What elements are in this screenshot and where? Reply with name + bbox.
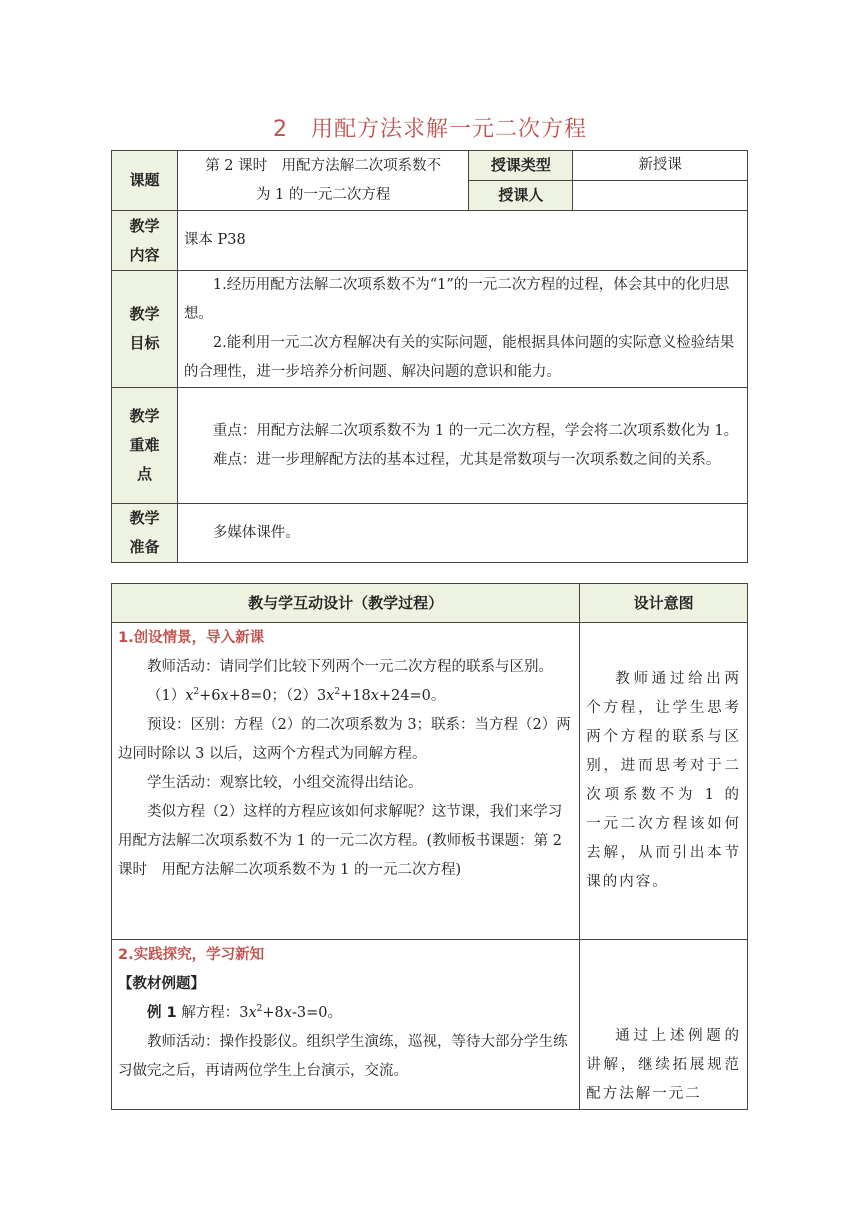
section-1-title: 1.创设情景，导入新课 [118, 630, 265, 646]
section-2-intent [580, 940, 748, 1110]
teaching-process-table [111, 583, 748, 1110]
goal-label-line-1: 教学 [129, 305, 160, 323]
section-1-intent-text: 教师通过给出两个方程，让学生思考两个方程的联系与区别，进而思考对于二次项系数不为 1 的一元二次方程该如何去解，从而引出本节课的内容。 [586, 671, 741, 890]
keti-line-1: 第 2 课时 用配方法解二次项系数不 [205, 157, 442, 174]
key-label-line-3: 点 [136, 465, 152, 483]
key-label-line-1: 教学 [129, 407, 160, 425]
section-1-paragraph-4: 类似方程（2）这样的方程应该如何求解呢？这节课，我们来学习用配方法解二次项系数不为 1 的一元二次方程。(教师板书课题：第 2 课时 用配方法解二次项系数不为 1 的一元二次方程) [118, 804, 563, 878]
section-1-equations: $(1)x^2+6x+8=0$；$(2)3x^2+18x+24=0$。 [147, 687, 446, 704]
key-point-2: 难点：进一步理解配方法的基本过程，尤其是常数项与一次项系数之间的关系。 [212, 451, 721, 468]
section-2-title: 2.实践探究，学习新知 [118, 947, 265, 963]
intent-header: 设计意图 [580, 584, 748, 623]
key-points-label [112, 388, 178, 504]
prep-value [177, 504, 747, 563]
section-2-paragraph-1: 教师活动：操作投影仪。组织学生演练，巡视，等待大部分学生练习做完之后，再请两位学生上台演示，交流。 [118, 1034, 568, 1079]
goal-2: 2.能利用一元二次方程解决有关的实际问题，能根据具体问题的实际意义检验结果的合理性，进一步培养分析问题、解决问题的意识和能力。 [183, 335, 735, 380]
section-1-paragraph-3: 学生活动：观察比较，小组交流得出结论。 [147, 775, 423, 791]
prep-label [112, 504, 178, 563]
section-2-intent-text: 通过上述例题的讲解，继续拓展规范配方法解一元二 [586, 1028, 741, 1102]
prep-text: 多媒体课件。 [212, 524, 300, 541]
lesson-type-value: 新授课 [573, 151, 748, 181]
section-1-intent [580, 623, 748, 940]
lesson-type-label: 授课类型 [469, 151, 573, 181]
key-points-value [177, 388, 747, 504]
goal-value [177, 271, 747, 388]
example-1: 例 1 解方程：$3x^2+8x-3=0$。 [147, 1004, 342, 1021]
content-label-line-2: 内容 [129, 245, 160, 264]
teacher-label: 授课人 [469, 181, 573, 211]
lesson-info-table [111, 150, 748, 563]
keti-label: 课题 [112, 151, 178, 211]
section-2-content [112, 940, 580, 1110]
keti-value [177, 151, 469, 211]
section-1-content [112, 623, 580, 940]
goal-1: 1.经历用配方法解二次项系数不为“1”的一元二次方程的过程，体会其中的化归思想。 [183, 277, 730, 322]
key-point-1: 重点：用配方法解二次项系数不为 1 的一元二次方程，学会将二次项系数化为 1。 [212, 422, 739, 439]
prep-label-line-2: 准备 [129, 538, 160, 556]
content-label-line-1: 教学 [129, 216, 160, 235]
page-title: 2 用配方法求解一元二次方程 [273, 117, 587, 142]
key-label-line-2: 重难 [129, 436, 160, 454]
teacher-value [573, 181, 748, 211]
prep-label-line-1: 教学 [129, 509, 160, 527]
content-value: 课本 P38 [177, 211, 747, 271]
keti-line-2: 为 1 的一元二次方程 [255, 186, 391, 203]
content-label [112, 211, 178, 271]
section-2-subtitle: 【教材例题】 [118, 976, 205, 992]
goal-label-line-2: 目标 [129, 334, 160, 352]
process-header: 教与学互动设计（教学过程） [112, 584, 580, 623]
section-1-paragraph-1: 教师活动：请同学们比较下列两个一元二次方程的联系与区别。 [147, 659, 553, 675]
section-1-paragraph-2: 预设：区别：方程（2）的二次项系数为 3；联系：当方程（2）两边同时除以 3 以后，这两个方程式为同解方程。 [118, 717, 571, 762]
goal-label [112, 271, 178, 388]
